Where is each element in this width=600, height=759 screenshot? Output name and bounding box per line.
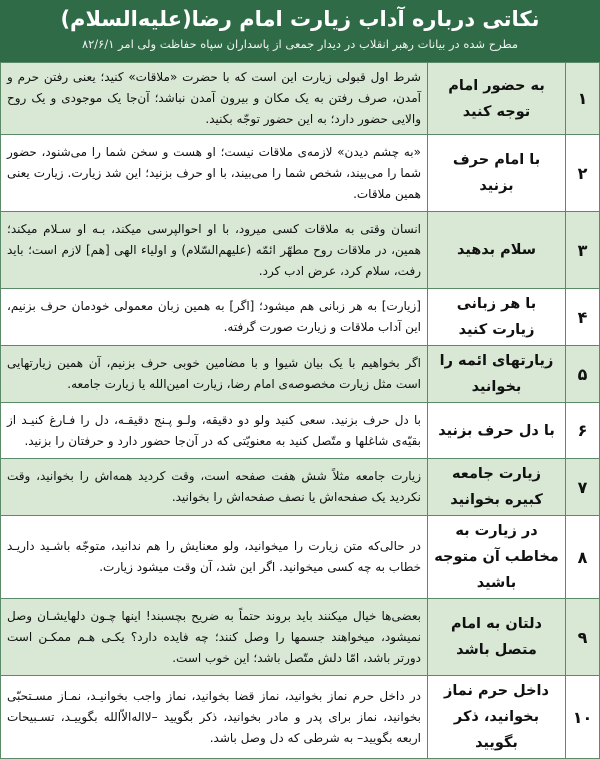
- table-row: [1, 676, 600, 759]
- row-topic: دلتان به امام متصل باشد: [428, 599, 566, 676]
- table-row: [1, 135, 600, 212]
- row-number: ۷: [566, 459, 600, 516]
- row-text: در داخل حرم نماز بخوانید، نماز قضا بخوانید، نماز واجب بخوانیـد، نمـاز مسـتحبّی بخوانید، نماز برای پدر و مادر بخوانید، ذکر بگویید –لااله‌الاّالله بگوییـد، تسـبیحات اربعه بگویید– به شرطی که دل وصل باشد.: [1, 676, 428, 759]
- header: [0, 0, 600, 62]
- row-topic: زیارتهای ائمه را بخوانید: [428, 346, 566, 403]
- row-text: [زیارت] به هر زبانی هم میشود؛ [اگر] به همین زبان معمولی خودمان حرف بزنیم، این آداب ملاقات و زیارت صورت گرفته.: [1, 289, 428, 346]
- page-subtitle: مطرح شده در بیانات رهبر انقلاب در دیدار جمعی از پاسداران سپاه حفاظت ولی امر ۸۲/۶/۱: [81, 37, 519, 51]
- row-text: انسان وقتی به ملاقات کسی میرود، با او احوالپرسی میکند، بـه او سـلام میکند؛ همین، در ملاقات روح مطهّر ائمّه (علیهم‌السّلام) و اولیاء الهی [هم] لازم است؛ باید رفت، سلام کرد، عرض ادب کرد.: [1, 212, 428, 289]
- row-number: ۵: [566, 346, 600, 403]
- row-topic: به حضور امام توجه کنید: [428, 63, 566, 135]
- row-topic: زیارت جامعه کبیره بخوانید: [428, 459, 566, 516]
- table-row: [1, 403, 600, 459]
- row-number: ۴: [566, 289, 600, 346]
- table-row: [1, 459, 600, 516]
- row-number: ۶: [566, 403, 600, 459]
- row-text: زیارت جامعه مثلاً شش هفت صفحه است، وقت کردید همه‌اش را بخوانید، وقت نکردید یک صفحه‌اش یا نصف صفحه‌اش را بخوانید.: [1, 459, 428, 516]
- row-text: شرط اول قبولی زیارت این است که با حضرت «ملاقات» کنید؛ یعنی رفتن حرم و آمدن، صرف رفتن به یک مکان و بیرون آمدن نباشد؛ آن‌جا یک موجودی و یک روح والایی حضور دارد؛ به این حضور توجّه بکنید.: [1, 63, 428, 135]
- row-topic: سلام بدهید: [428, 212, 566, 289]
- row-number: ۳: [566, 212, 600, 289]
- row-topic: با امام حرف بزنید: [428, 135, 566, 212]
- etiquette-table: [0, 62, 600, 759]
- row-number: ۹: [566, 599, 600, 676]
- row-text: در حالی‌که متن زیارت را میخوانید، ولو معنایش را هم ندانید، متوجّه باشـید داریـد خطاب به چه کسی میخوانید. اگر این شد، آن وقت میشود زیارت.: [1, 516, 428, 599]
- row-number: ۲: [566, 135, 600, 212]
- row-topic: در زیارت به مخاطب آن متوجه باشید: [428, 516, 566, 599]
- row-number: ۱: [566, 63, 600, 135]
- page-title: نکاتی درباره آداب زیارت امام رضا(علیه‌السلام): [60, 7, 540, 31]
- row-text: بعضی‌ها خیال میکنند باید بروند حتماً به ضریح بچسبند! اینها چـون دلهایشـان وصل نمیشود، میخواهند جسمها را وصل کنند؛ چه فایده دارد؟ یکـی هـم ممکـن است دورتر باشد، امّا دلش متّصل باشد؛ این خوب است.: [1, 599, 428, 676]
- table-row: [1, 212, 600, 289]
- table-row: [1, 63, 600, 135]
- table-row: [1, 599, 600, 676]
- table-row: [1, 516, 600, 599]
- table-row: [1, 289, 600, 346]
- row-topic: داخل حرم نماز بخوانید، ذکر بگویید: [428, 676, 566, 759]
- row-number: ۱۰: [566, 676, 600, 759]
- row-topic: با دل حرف بزنید: [428, 403, 566, 459]
- row-number: ۸: [566, 516, 600, 599]
- table-row: [1, 346, 600, 403]
- row-text: «به چشم دیدن» لازمه‌ی ملاقات نیست؛ او هست و سخن شما را می‌شنود، حضور شما را می‌بیند، شخص شما را می‌بیند، با او حرف بزنید؛ این شد زیارت. زیارت یعنی همین ملاقات.: [1, 135, 428, 212]
- row-text: اگر بخواهیم با یک بیان شیوا و با مضامین خوبی حرف بزنیم، آن همین زیارتهایی است مثل زیارت مخصوصه‌ی امام رضا، زیارت امین‌الله یا زیارت جامعه.: [1, 346, 428, 403]
- row-text: با دل حرف بزنید. سعی کنید ولو دو دقیقه، ولـو پـنج دقیقـه، دل را فـارغ کنیـد از بقیّه‌ی شاغلها و متّصل کنید به معنویّتی که در آن‌جا حضور دارد و حرفتان را بزنید.: [1, 403, 428, 459]
- row-topic: با هر زبانی زیارت کنید: [428, 289, 566, 346]
